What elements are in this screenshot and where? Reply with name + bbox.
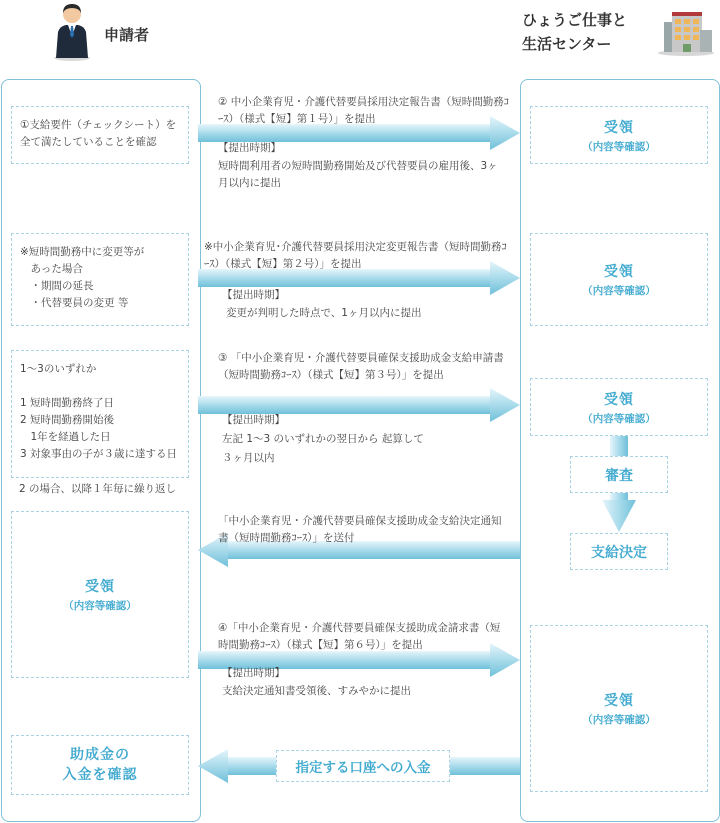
- center-receipt-sub: （内容等確認）: [582, 140, 656, 153]
- review-box: [570, 456, 668, 493]
- building-icon: [656, 8, 716, 56]
- center-receipt-main: 受領: [604, 693, 634, 709]
- center-receipt-box-2: [530, 233, 708, 326]
- step1-title: ② 中小企業育児・介護代替要員採用決定報告書（短時間勤務ｺｰｽ）（様式【短】第１号）」を提出: [218, 96, 509, 125]
- change-note-line: ・期間の延長: [20, 280, 94, 292]
- step3-period-2: ３ヶ月以内: [222, 452, 275, 464]
- applicant-receipt-box: [11, 511, 189, 678]
- center-label-line2: 生活センター: [522, 35, 612, 53]
- change-note-line: ※短時間勤務中に変更等が: [20, 246, 145, 258]
- deposit-confirm-line1: 助成金の: [70, 747, 130, 763]
- step4-title: ④「中小企業育児・介護代替要員確保支援助成金請求書（短時間勤務ｺｰｽ）（様式【短】第６号）」を提出: [218, 622, 501, 651]
- deposit-label: 指定する口座への入金: [295, 760, 431, 776]
- step2-period: 変更が判明した時点で、1ヶ月以内に提出: [226, 307, 422, 319]
- requirements-note: [11, 106, 189, 164]
- center-receipt-sub: （内容等確認）: [582, 285, 656, 297]
- repeat-note: 2 の場合、以降１年毎に繰り返し: [19, 483, 177, 495]
- decision-box: [570, 533, 668, 570]
- center-receipt-sub: （内容等確認）: [582, 412, 656, 425]
- step3-period-1: 左記 1～3 のいずれかの翌日から 起算して: [222, 433, 424, 445]
- decision-label: 支給決定: [591, 544, 647, 561]
- step2-period-label: 【提出時期】: [222, 289, 285, 301]
- notice-text: 「中小企業育児・介護代替要員確保支援助成金支給決定通知書（短時間勤務ｺｰｽ）」を送付: [218, 515, 502, 544]
- change-note-line: ・代替要員の変更 等: [20, 297, 129, 309]
- timing-note-spacer: [20, 378, 184, 395]
- step1-period-label: 【提出時期】: [218, 142, 281, 154]
- step4-period: 支給決定通知書受領後、すみやかに提出: [222, 685, 411, 697]
- timing-note-line: 1年を経過した日: [20, 431, 111, 443]
- review-label: 審査: [605, 467, 633, 484]
- center-label: [522, 8, 627, 56]
- center-receipt-box-3: [530, 378, 708, 436]
- timing-note: [11, 350, 189, 478]
- center-label-line1: ひょうご仕事と: [522, 11, 628, 29]
- timing-note-line: 3 対象事由の子が３歳に達する日: [20, 448, 178, 460]
- step4-period-label: 【提出時期】: [222, 667, 285, 679]
- step3-period-label: 【提出時期】: [222, 414, 285, 426]
- businessman-icon: [50, 2, 94, 62]
- applicant-receipt-sub: （内容等確認）: [63, 600, 137, 612]
- applicant-label: 申請者: [104, 26, 150, 44]
- center-header: [522, 6, 720, 66]
- step1-period: 短時間利用者の短時間勤務開始及び代替要員の雇用後、3ヶ月以内に提出: [218, 160, 498, 189]
- deposit-confirm-box: [11, 735, 189, 795]
- step2-title: ※中小企業育児･介護代替要員採用決定変更報告書（短時間勤務ｺｰｽ）（様式【短】第２号）」を提出: [204, 241, 507, 270]
- change-note: [11, 233, 189, 326]
- center-receipt-main: 受領: [604, 264, 634, 280]
- step3-title: ③ 「中小企業育児・介護代替要員確保支援助成金支給申請書（短時間勤務ｺｰｽ）（様式【短】第３号）」を提出: [218, 352, 504, 381]
- timing-note-line: 1 短時間勤務終了日: [20, 397, 115, 409]
- applicant-header: [50, 2, 220, 62]
- requirements-note-text: ①支給要件（チェックシート）を全て満たしていることを確認: [20, 119, 177, 148]
- applicant-receipt-main: 受領: [85, 579, 115, 595]
- timing-note-line: 2 短時間勤務開始後: [20, 414, 115, 426]
- center-receipt-sub: （内容等確認）: [582, 714, 656, 726]
- center-receipt-main: 受領: [604, 391, 634, 408]
- deposit-confirm-line2: 入金を確認: [62, 767, 138, 783]
- center-receipt-box-4: [530, 625, 708, 792]
- deposit-label-box: [276, 750, 450, 782]
- center-receipt-box-1: [530, 106, 708, 164]
- change-note-line: あった場合: [20, 263, 83, 275]
- center-receipt-main: 受領: [604, 119, 634, 136]
- timing-note-line: 1～3のいずれか: [20, 363, 97, 375]
